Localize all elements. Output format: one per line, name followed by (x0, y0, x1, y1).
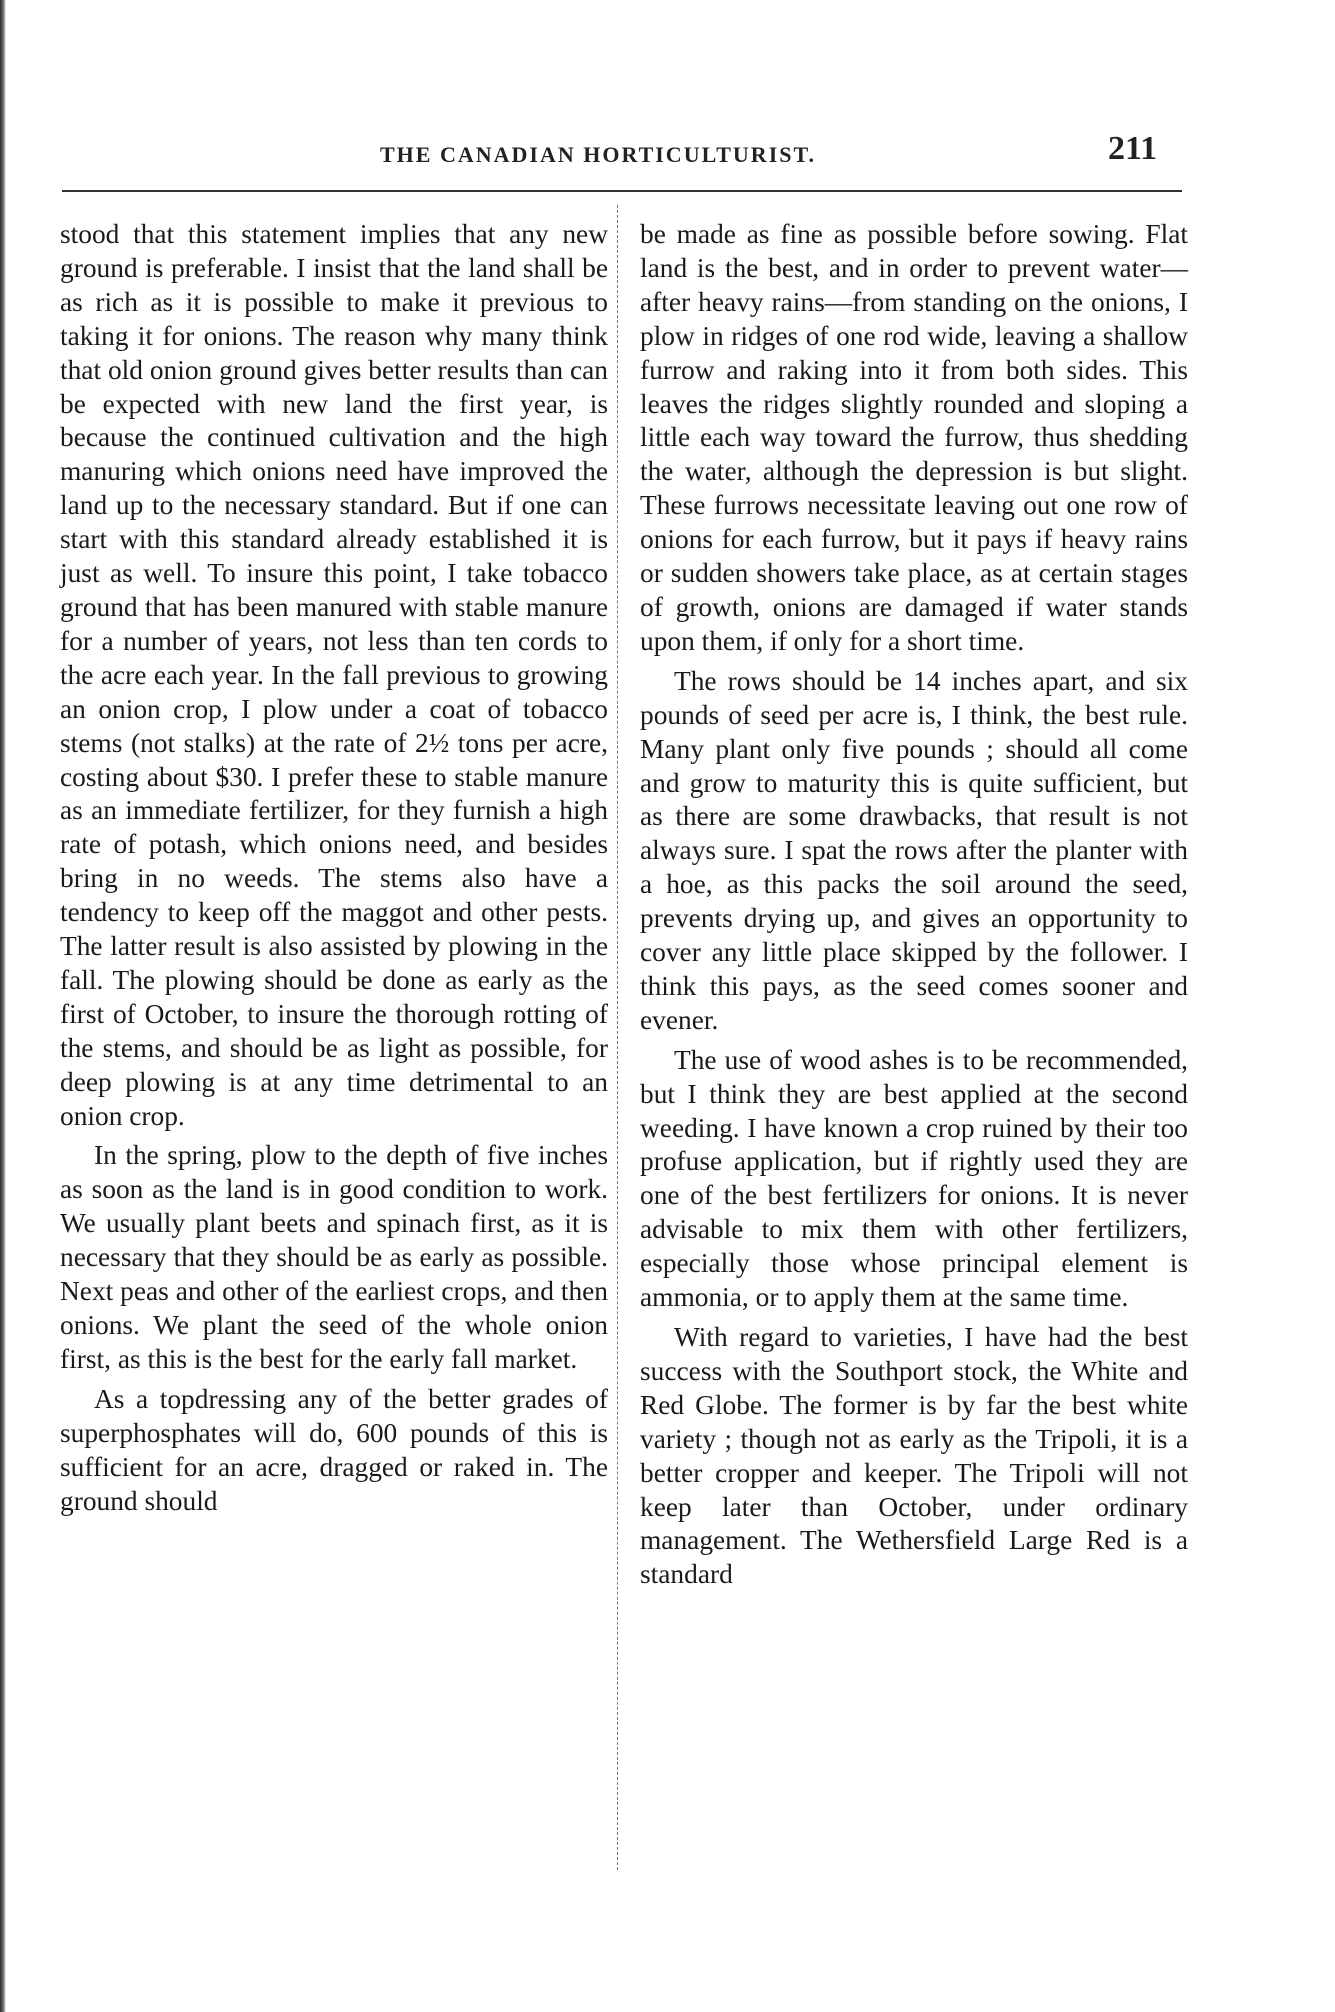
paragraph: The use of wood ashes is to be recommended, but I think they are best applied at the second weeding. I have known a crop ruined by their too profuse application, but if rightly used they are one of the best fertilizers for onions. It is never advisable to mix them with other fertilizers, especially those whose principal element is ammonia, or to apply them at the same time. (640, 1044, 1188, 1313)
paragraph: stood that this statement implies that any new ground is preferable. I insist that the land shall be as rich as it is possible to make it previous to taking it for onions. The reason why many think that old onion ground gives better results than can be expected with new land the first year, is because the continued cultivation and the high manuring which onions need have improved the land up to the necessary standard. But if one can start with this standard already established it is just as well. To insure this point, I take tobacco ground that has been manured with stable manure for a number of years, not less than ten cords to the acre each year. In the fall previous to growing an onion crop, I plow under a coat of tobacco stems (not stalks) at the rate of 2½ tons per acre, costing about $30. I prefer these to stable manure as an immediate fertilizer, for they furnish a high rate of potash, which onions need, and besides bring in no weeds. The stems also have a tendency to keep off the maggot and other pests. The latter result is also assisted by plowing in the fall. The plowing should be done as early as the first of October, to insure the thorough rotting of the stems, and should be as light as possible, for deep plowing is at any time detrimental to an onion crop. (60, 219, 608, 1131)
header-rule (62, 190, 1182, 192)
paragraph: As a topdressing any of the better grades of superphosphates will do, 600 pounds of this is sufficient for an acre, dragged or raked in. The ground should (60, 1383, 608, 1516)
page-number: 211 (1108, 130, 1158, 167)
column-divider (617, 205, 618, 1870)
right-column (640, 218, 1188, 1598)
running-title: THE CANADIAN HORTICULTURIST. (380, 142, 817, 167)
paragraph: The rows should be 14 inches apart, and six pounds of seed per acre is, I think, the best rule. Many plant only five pounds ; should all come and grow to maturity this is quite sufficient, but as there are some drawbacks, that result is not always sure. I spat the rows after the planter with a hoe, as this packs the soil around the seed, prevents drying up, and gives an opportunity to cover any little place skipped by the follower. I think this pays, as the seed comes sooner and evener. (640, 665, 1188, 1035)
paragraph: In the spring, plow to the depth of five inches as soon as the land is in good condition to work. We usually plant beets and spinach first, as it is necessary that they should be as early as possible. Next peas and other of the earliest crops, and then onions. We plant the seed of the whole onion first, as this is the best for the early fall market. (60, 1140, 608, 1374)
paragraph: be made as fine as possible before sowing. Flat land is the best, and in order to prevent water—after heavy rains—from standing on the onions, I plow in ridges of one rod wide, leaving a shallow furrow and raking into it from both sides. This leaves the ridges slightly rounded and sloping a little each way toward the furrow, thus shedding the water, although the depression is but slight. These furrows necessitate leaving out one row of onions for each furrow, but it pays if heavy rains or sudden showers take place, as at certain stages of growth, onions are damaged if water stands upon them, if only for a short time. (640, 219, 1188, 656)
left-column (60, 218, 608, 1524)
paragraph: With regard to varieties, I have had the best success with the Southport stock, the White and Red Globe. The former is by far the best white variety ; though not as early as the Tripoli, it is a better cropper and keeper. The Tripoli will not keep later than October, under ordinary management. The Wethersfield Large Red is a standard (640, 1322, 1188, 1590)
page-binding-edge (0, 0, 6, 2012)
